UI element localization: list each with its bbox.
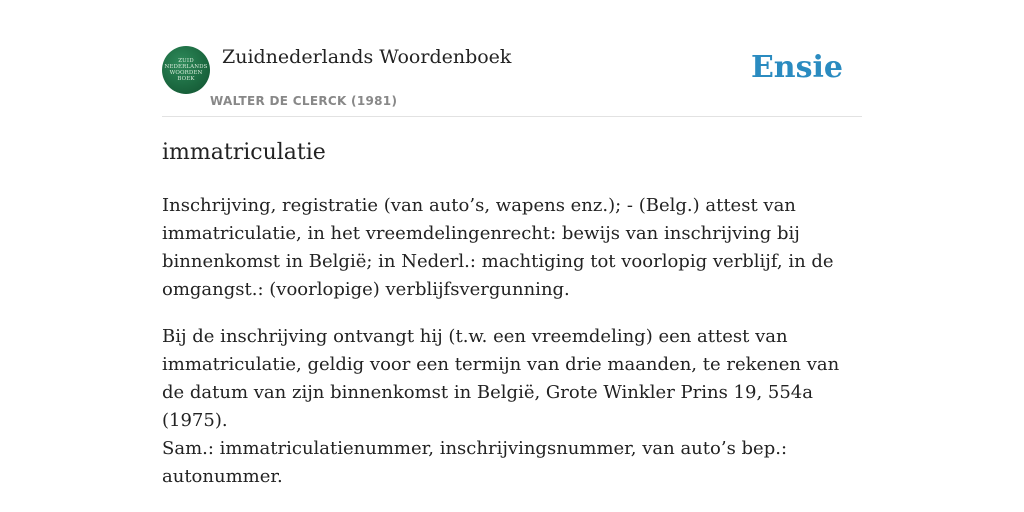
entry-definition: Inschrijving, registratie (van auto’s, wapens enz.); - (Belg.) attest van immatriculatie, in het vreemdelingenrecht: bewijs van inschrijving bij binnenkomst in België; in Nederl.: machtiging tot voorlopig verblijf, in de omgangst.: (voorlopige) verblijfsvergunning.	[162, 195, 834, 300]
header	[162, 0, 862, 117]
logo-text-line: ZUID	[178, 58, 194, 64]
dictionary-author: WALTER DE CLERCK (1981)	[210, 94, 398, 108]
logo-text-line: NEDERLANDS	[164, 64, 208, 70]
entry-compounds: Sam.: immatriculatienummer, inschrijvingsnummer, van auto’s bep.: autonummer.	[162, 438, 788, 487]
dictionary-title[interactable]: Zuidnederlands Woordenboek	[222, 46, 512, 68]
entry-example: Bij de inschrijving ontvangt hij (t.w. een vreemdeling) een attest van immatriculatie, geldig voor een termijn van drie maanden, te rekenen van de datum van zijn binnenkomst in België, Grote Winkler Prins 19, 554a (1975).	[162, 326, 840, 431]
dictionary-logo[interactable]	[162, 46, 210, 94]
logo-text-line: BOEK	[177, 76, 195, 82]
ensie-brand-link[interactable]: Ensie	[750, 50, 843, 85]
page-container	[162, 0, 862, 487]
entry-title: immatriculatie	[162, 140, 326, 165]
logo-text-line: WOORDEN	[169, 70, 203, 76]
